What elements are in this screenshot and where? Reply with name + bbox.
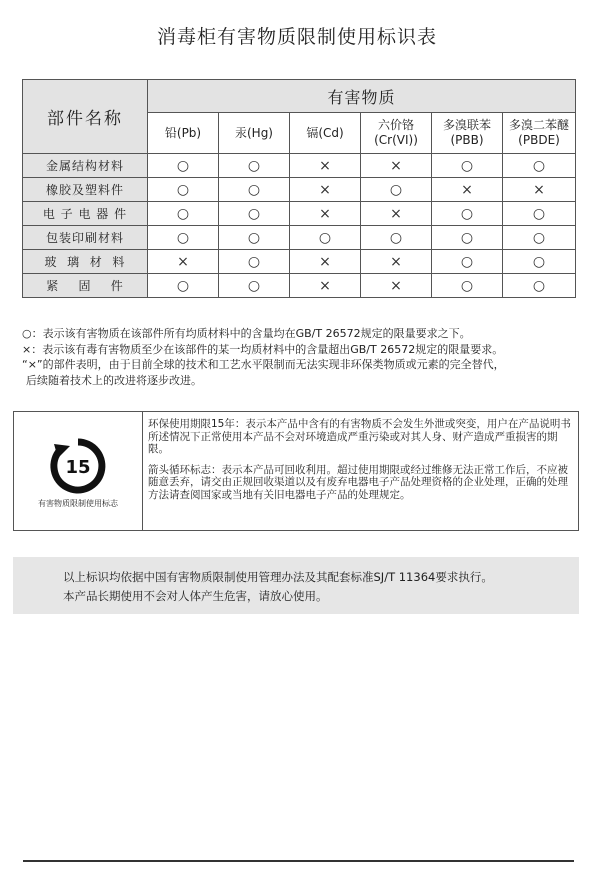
substance-mark-cell: ○: [219, 154, 290, 178]
efup-logo-panel: [14, 412, 143, 530]
substance-mark-cell: ○: [148, 178, 219, 202]
efup-text: [148, 418, 576, 501]
substance-mark-cell: ○: [503, 274, 576, 298]
substance-header-pbb: 多溴联苯 (PBB): [432, 113, 503, 154]
note-circle: ○：表示该有害物质在该部件所有均质材料中的含量均在GB/T 26572规定的限量要求之下。: [22, 327, 471, 340]
table-row: [23, 250, 576, 274]
substance-mark-cell: ×: [361, 250, 432, 274]
substance-mark-cell: ○: [361, 178, 432, 202]
table-row: [23, 274, 576, 298]
table-row: [23, 178, 576, 202]
compliance-line-1: 以上标识均依据中国有害物质限制使用管理办法及其配套标准SJ/T 11364要求执行。: [63, 570, 493, 584]
part-name-cell: 电 子 电 器 件: [23, 202, 148, 226]
part-name-header: 部件名称: [23, 80, 148, 154]
legend-notes: [22, 326, 582, 388]
substance-mark-cell: ×: [361, 274, 432, 298]
hazardous-substance-table: [22, 79, 576, 298]
table-row: [23, 154, 576, 178]
substance-mark-cell: ○: [432, 226, 503, 250]
note-explain: “×”的部件表明，由于目前全球的技术和工艺水平限制而无法实现非环保类物质或元素的完全替代，: [22, 358, 505, 371]
hazardous-substances-header: 有害物质: [148, 80, 576, 113]
efup-period-text: 环保使用期限15年：表示本产品中含有的有害物质不会发生外泄或突变，用户在产品说明书所述情况下正常使用本产品不会对环境造成严重污染或对其人身、财产造成严重损害的期限。: [148, 418, 571, 455]
substance-mark-cell: ○: [148, 226, 219, 250]
efup-15-recycle-icon: [48, 436, 108, 496]
substance-mark-cell: ○: [503, 250, 576, 274]
part-name-cell: 包装印刷材料: [23, 226, 148, 250]
substance-header-pbde: 多溴二苯醚 (PBDE): [503, 113, 576, 154]
table-row: [23, 202, 576, 226]
part-name-cell: 玻 璃 材 料: [23, 250, 148, 274]
efup-number: 15: [65, 457, 91, 478]
substance-mark-cell: ×: [361, 202, 432, 226]
part-name-cell: 紧 固 件: [23, 274, 148, 298]
substance-mark-cell: ×: [503, 178, 576, 202]
substance-header-cd: 镉(Cd): [290, 113, 361, 154]
substance-mark-cell: ○: [361, 226, 432, 250]
substance-mark-cell: ○: [290, 226, 361, 250]
note-cross: ×：表示该有毒有害物质至少在该部件的某一均质材料中的含量超出GB/T 26572规定的限量要求。: [22, 342, 504, 356]
bottom-divider: [23, 860, 574, 862]
substance-mark-cell: ○: [503, 202, 576, 226]
compliance-line-2: 本产品长期使用不会对人体产生危害，请放心使用。: [63, 589, 328, 603]
substance-mark-cell: ○: [148, 154, 219, 178]
efup-caption: 有害物质限制使用标志: [38, 499, 118, 508]
substance-mark-cell: ○: [503, 154, 576, 178]
substance-mark-cell: ×: [290, 250, 361, 274]
substance-mark-cell: ○: [148, 202, 219, 226]
part-name-cell: 金属结构材料: [23, 154, 148, 178]
substance-mark-cell: ○: [503, 226, 576, 250]
substance-mark-cell: ×: [290, 178, 361, 202]
substance-mark-cell: ○: [219, 178, 290, 202]
substance-header-pb: 铅(Pb): [148, 113, 219, 154]
substance-mark-cell: ×: [290, 154, 361, 178]
substance-mark-cell: ×: [148, 250, 219, 274]
substance-mark-cell: ×: [290, 274, 361, 298]
substance-mark-cell: ○: [148, 274, 219, 298]
page-title: 消毒柜有害物质限制使用标识表: [156, 26, 437, 48]
note-explain-cont: 后续随着技术上的改进将逐步改进。: [26, 373, 202, 387]
efup-recycle-text: 箭头循环标志：表示本产品可回收利用。超过使用期限或经过维修无法正常工作后，不应被随意丢弃，请交由正规回收渠道以及有废弃电器电子产品处理资格的企业处理，正确的处理方法请查阅国家或当地有关旧电器电子产品的处理规定。: [148, 463, 568, 501]
substance-mark-cell: ○: [219, 250, 290, 274]
substance-header-hg: 汞(Hg): [219, 113, 290, 154]
substance-mark-cell: ○: [432, 202, 503, 226]
substance-mark-cell: ○: [219, 274, 290, 298]
substance-header-cr6: 六价铬 (Cr(VI)): [361, 113, 432, 154]
substance-mark-cell: ×: [361, 154, 432, 178]
substance-mark-cell: ○: [219, 226, 290, 250]
compliance-footer: [13, 557, 579, 614]
substance-mark-cell: ○: [432, 154, 503, 178]
substance-mark-cell: ○: [219, 202, 290, 226]
substance-mark-cell: ×: [290, 202, 361, 226]
table-row: [23, 226, 576, 250]
substance-mark-cell: ○: [432, 274, 503, 298]
part-name-cell: 橡胶及塑料件: [23, 178, 148, 202]
substance-mark-cell: ○: [432, 250, 503, 274]
substance-mark-cell: ×: [432, 178, 503, 202]
efup-info-box: [13, 411, 579, 531]
